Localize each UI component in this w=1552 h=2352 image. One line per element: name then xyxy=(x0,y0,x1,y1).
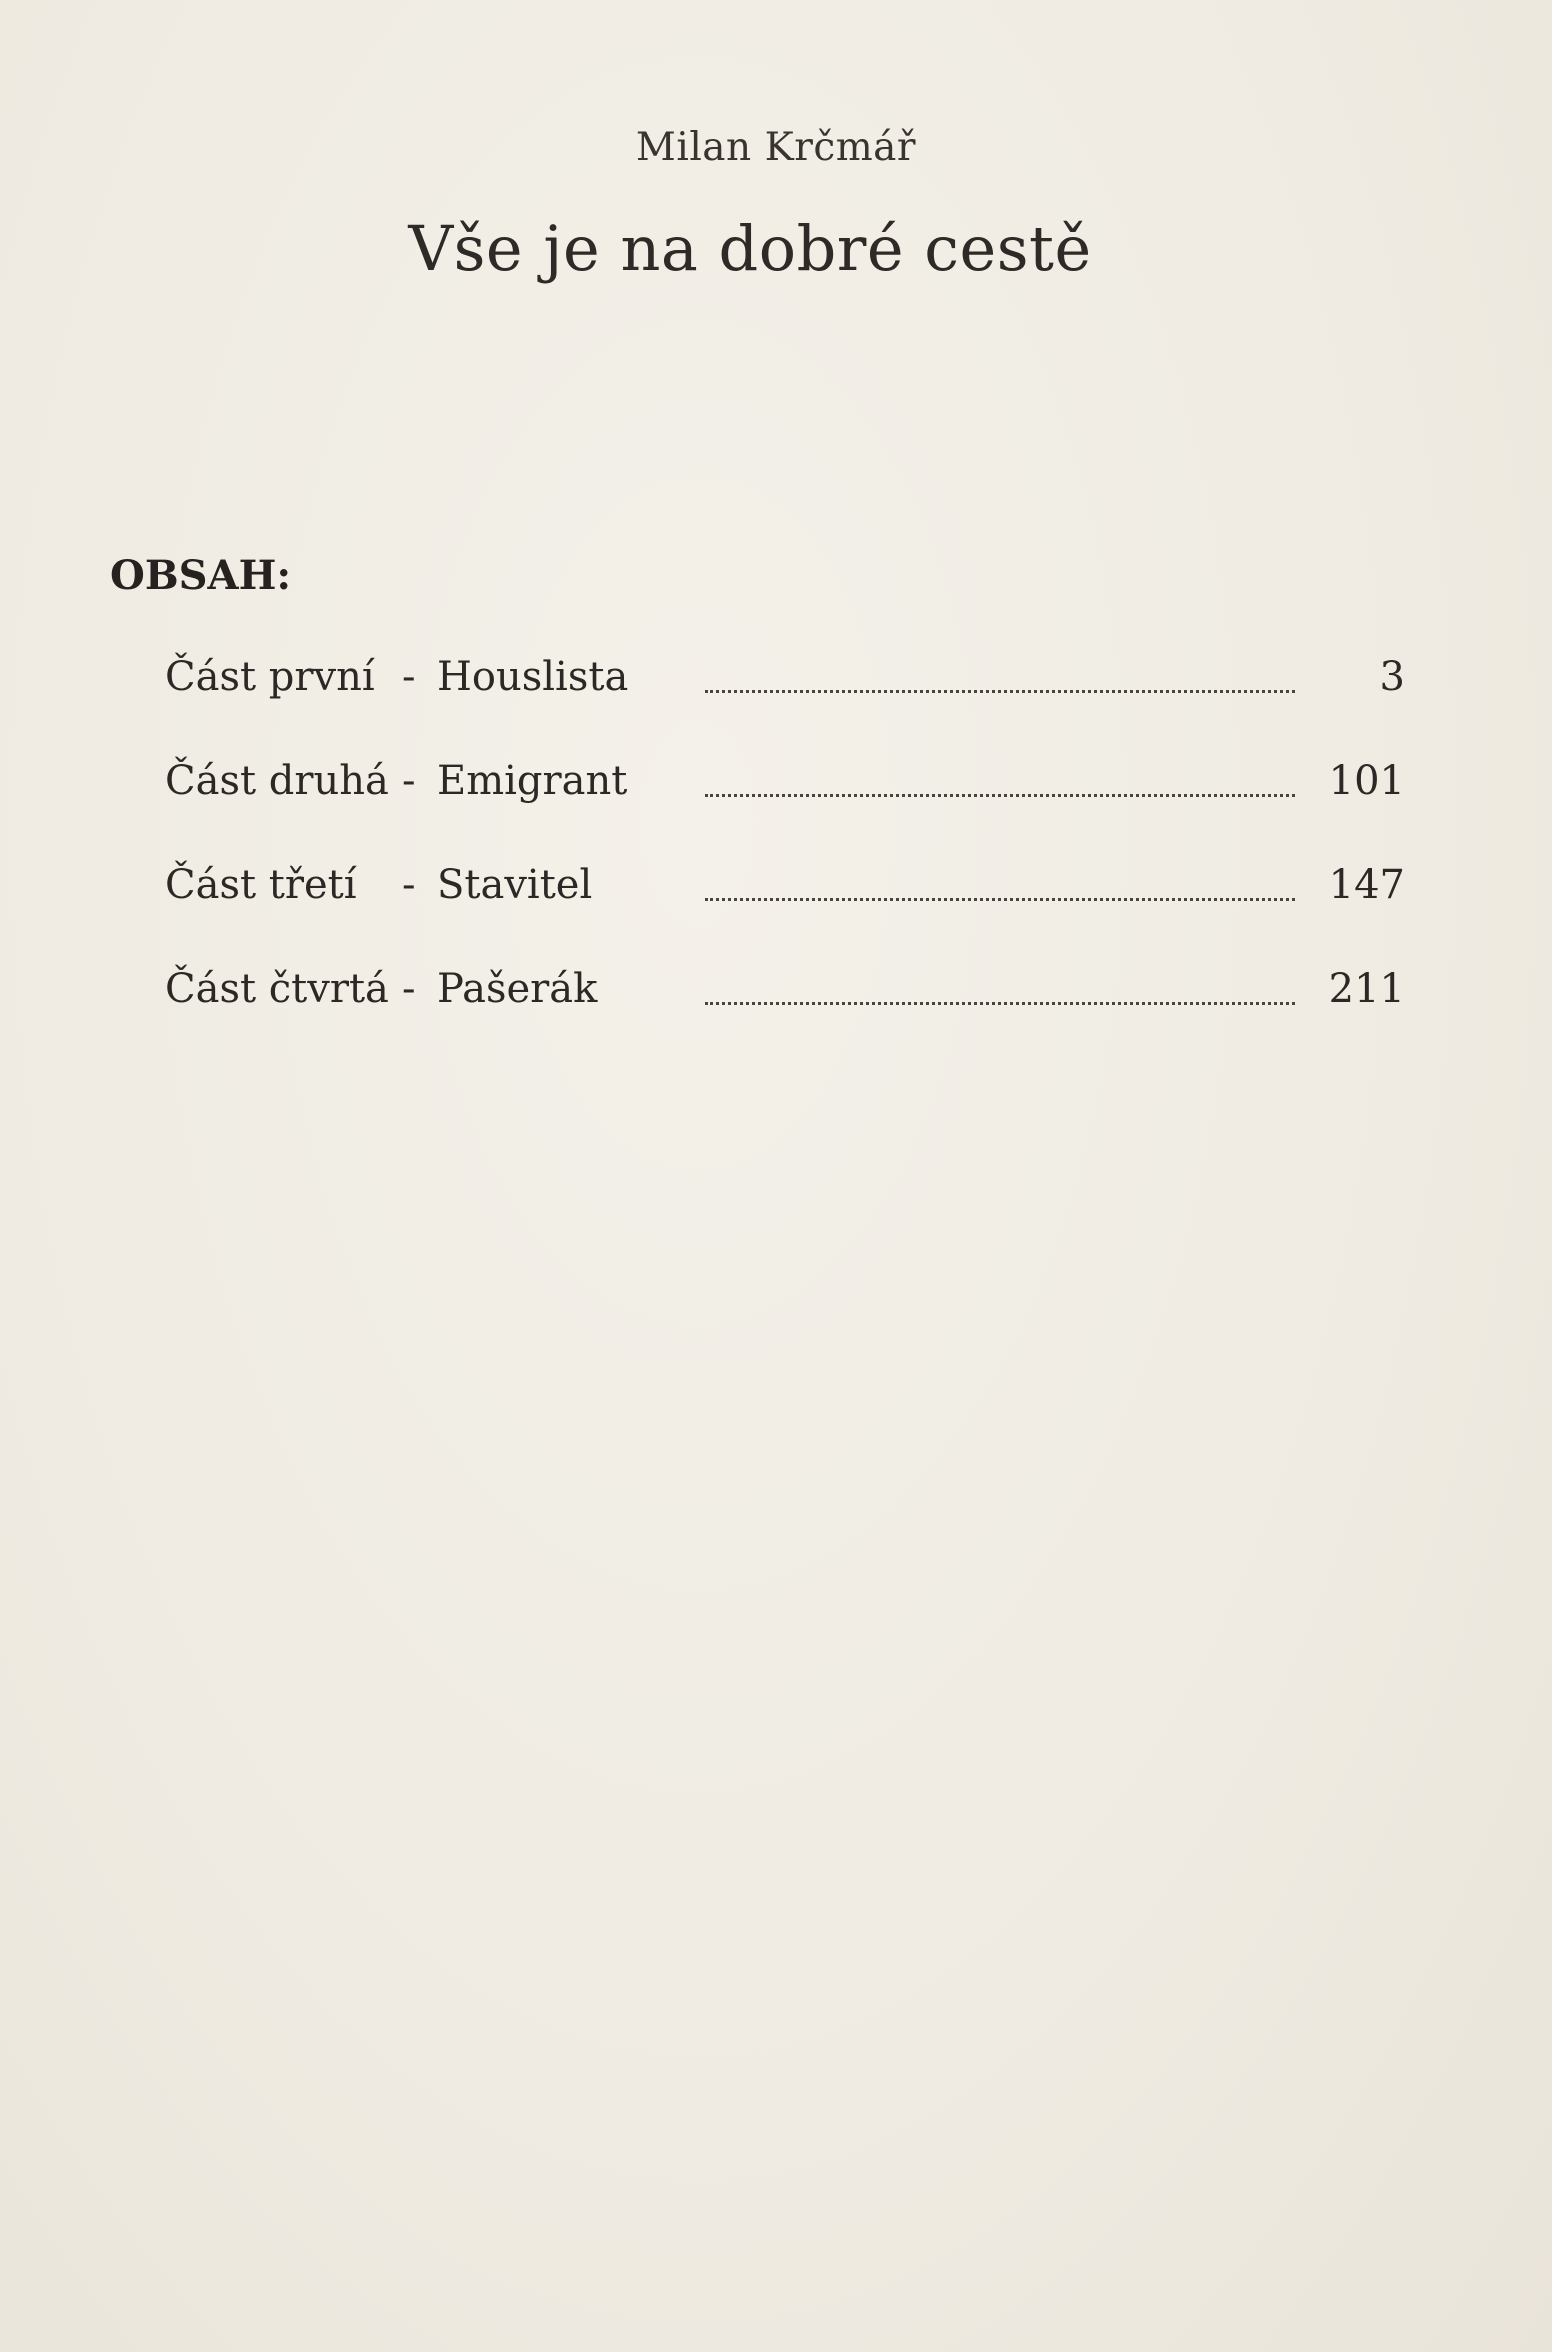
toc-entry-part: Část druhá xyxy=(165,758,389,804)
toc-dot-leader xyxy=(705,1002,1295,1005)
toc-entry xyxy=(165,744,1405,848)
toc-entry-name: Emigrant xyxy=(437,758,628,804)
book-title: Vše je na dobré cestě xyxy=(408,212,1092,285)
toc-entry-name: Stavitel xyxy=(437,862,593,908)
toc-dot-leader xyxy=(705,898,1295,901)
toc-entry-part: Část první xyxy=(165,654,375,700)
table-of-contents xyxy=(165,640,1405,1056)
toc-entry-dash: - xyxy=(402,862,416,908)
toc-entry-part: Část třetí xyxy=(165,862,357,908)
toc-entry-dash: - xyxy=(402,654,416,700)
toc-entry-page: 147 xyxy=(1328,862,1405,908)
toc-heading: OBSAH: xyxy=(110,552,292,599)
toc-entry-name: Pašerák xyxy=(437,966,598,1012)
toc-entry-page: 211 xyxy=(1328,966,1405,1012)
toc-entry-page: 101 xyxy=(1328,758,1405,804)
toc-entry xyxy=(165,848,1405,952)
toc-dot-leader xyxy=(705,690,1295,693)
toc-entry-part: Část čtvrtá xyxy=(165,966,389,1012)
toc-entry-dash: - xyxy=(402,966,416,1012)
toc-entry xyxy=(165,640,1405,744)
toc-entry xyxy=(165,952,1405,1056)
toc-dot-leader xyxy=(705,794,1295,797)
author-name: Milan Krčmář xyxy=(635,125,917,170)
toc-entry-name: Houslista xyxy=(437,654,629,700)
toc-entry-dash: - xyxy=(402,758,416,804)
toc-entry-page: 3 xyxy=(1379,654,1405,700)
